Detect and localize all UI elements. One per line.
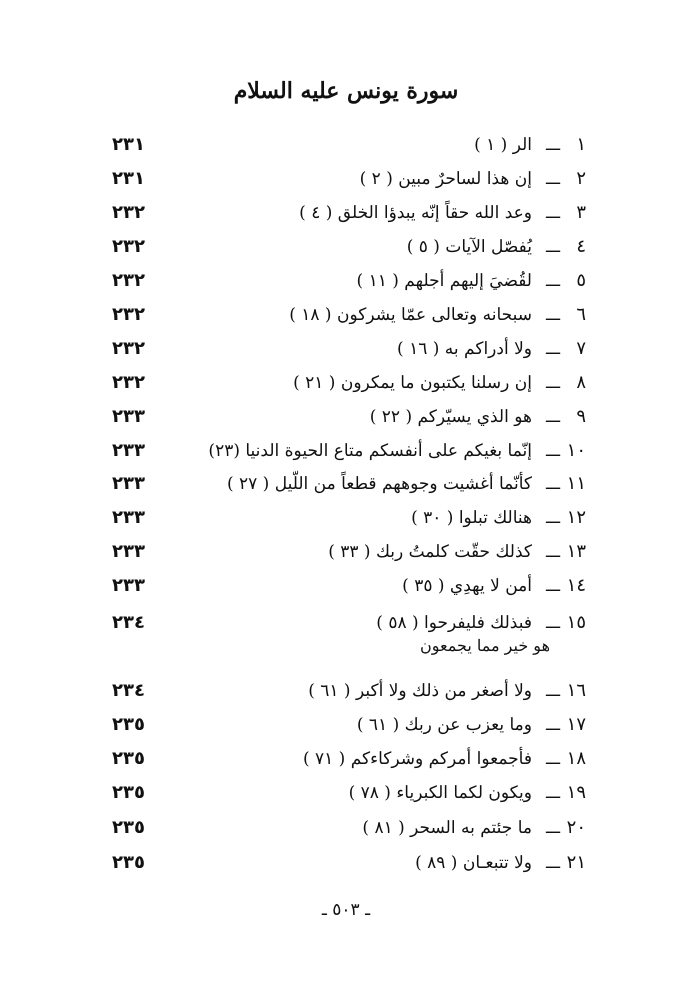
entry-page-ref: ٢٣٢ <box>112 270 145 291</box>
entry-number: ٧ <box>576 338 586 359</box>
list-item <box>0 232 692 262</box>
list-item <box>0 778 692 808</box>
entry-number: ٢٠ <box>566 817 586 838</box>
entry-dash: ـــ <box>545 203 560 222</box>
entry-text: هنالك تبلوا ( ٣٠ ) <box>411 508 532 528</box>
entry-dash: ـــ <box>545 818 560 837</box>
list-item <box>0 334 692 364</box>
entry-page-ref: ٢٣٣ <box>112 406 145 427</box>
entry-number: ٣ <box>576 202 586 223</box>
entry-text: لقُضيَ إليهم أجلهم ( ١١ ) <box>356 271 532 291</box>
entry-text: ويكون لكما الكبرياء ( ٧٨ ) <box>348 783 532 803</box>
list-item <box>0 130 692 160</box>
entry-dash: ـــ <box>545 441 560 460</box>
list-item <box>0 266 692 296</box>
entry-number: ٨ <box>576 372 586 393</box>
entry-number: ٢١ <box>566 852 586 873</box>
entry-text: ولا أصغر من ذلك ولا أكبر ( ٦١ ) <box>308 681 532 701</box>
entry-text: كذلك حقّت كلمتُ ربك ( ٣٣ ) <box>328 542 532 562</box>
entry-page-ref: ٢٣٤ <box>112 612 145 633</box>
entry-dash: ـــ <box>545 271 560 290</box>
entry-number: ٦ <box>576 304 586 325</box>
entry-page-ref: ٢٣٥ <box>112 852 145 873</box>
entry-page-ref: ٢٣٤ <box>112 680 145 701</box>
entry-text: إنّما بغيكم على أنفسكم متاع الحيوة الدنيا (٢٣) <box>208 441 532 461</box>
entry-page-ref: ٢٣٣ <box>112 575 145 596</box>
entry-page-ref: ٢٣٣ <box>112 440 145 461</box>
entry-text: ما جئتم به السحر ( ٨١ ) <box>362 818 532 838</box>
entry-number: ١٢ <box>566 507 586 528</box>
list-item <box>0 503 692 533</box>
entry-text: هو الذي يسيّركم ( ٢٢ ) <box>369 407 532 427</box>
entry-number: ١ <box>576 134 586 155</box>
entry-text: فأجمعوا أمركم وشركاءكم ( ٧١ ) <box>302 749 532 769</box>
entry-page-ref: ٢٣١ <box>112 134 145 155</box>
list-item <box>0 710 692 740</box>
list-item <box>0 300 692 330</box>
entry-page-ref: ٢٣٢ <box>112 338 145 359</box>
entry-page-ref: ٢٣٢ <box>112 304 145 325</box>
entry-dash: ـــ <box>545 542 560 561</box>
entry-dash: ـــ <box>545 373 560 392</box>
entry-dash: ـــ <box>545 135 560 154</box>
list-item <box>0 571 692 601</box>
list-item <box>0 402 692 432</box>
list-item <box>0 676 692 706</box>
entry-page-ref: ٢٣٢ <box>112 372 145 393</box>
list-item <box>0 744 692 774</box>
entry-page-ref: ٢٣٣ <box>112 473 145 494</box>
entry-page-ref: ٢٣٥ <box>112 817 145 838</box>
entry-dash: ـــ <box>545 613 560 632</box>
entry-text: وعد الله حقاً إنّه يبدؤا الخلق ( ٤ ) <box>299 203 532 223</box>
entry-number: ١٣ <box>566 541 586 562</box>
entry-dash: ـــ <box>545 681 560 700</box>
entry-text: سبحانه وتعالى عمّا يشركون ( ١٨ ) <box>289 305 532 325</box>
entry-dash: ـــ <box>545 853 560 872</box>
entry-text: إن رسلنا يكتبون ما يمكرون ( ٢١ ) <box>293 373 532 393</box>
entry-text: ولا تتبعـان ( ٨٩ ) <box>415 853 532 873</box>
list-item <box>0 813 692 843</box>
page-number: ـ ٥٠٣ ـ <box>321 900 371 920</box>
entry-dash: ـــ <box>545 339 560 358</box>
entry-number: ٢ <box>576 168 586 189</box>
page-title: سورة يونس عليه السلام <box>233 78 459 104</box>
entry-number: ١٠ <box>566 440 586 461</box>
entry-number: ١٧ <box>566 714 586 735</box>
entry-text: أمن لا يهدِي ( ٣٥ ) <box>402 576 532 596</box>
list-item <box>0 608 692 638</box>
entry-page-ref: ٢٣٣ <box>112 507 145 528</box>
entry-dash: ـــ <box>545 305 560 324</box>
entry-dash: ـــ <box>545 407 560 426</box>
list-item <box>0 436 692 466</box>
entry-text: كأنّما أغشيت وجوههم قطعاً من اللّيل ( ٢٧ ) <box>226 474 532 494</box>
entry-dash: ـــ <box>545 237 560 256</box>
entry-text: فبذلك فليفرحوا ( ٥٨ ) <box>376 613 532 633</box>
entry-dash: ـــ <box>545 715 560 734</box>
entry-text: الر ( ١ ) <box>474 135 532 155</box>
entry-number: ١٩ <box>566 782 586 803</box>
entry-number: ٥ <box>576 270 586 291</box>
entry-dash: ـــ <box>545 749 560 768</box>
list-item <box>0 469 692 499</box>
entry-page-ref: ٢٣٢ <box>112 236 145 257</box>
entry-page-ref: ٢٣٥ <box>112 782 145 803</box>
entry-text: وما يعزب عن ربك ( ٦١ ) <box>356 715 532 735</box>
entry-number: ٤ <box>576 236 586 257</box>
list-item <box>0 164 692 194</box>
entry-number: ١١ <box>566 473 586 494</box>
list-item <box>0 198 692 228</box>
entry-dash: ـــ <box>545 576 560 595</box>
entry-dash: ـــ <box>545 783 560 802</box>
entry-15-continuation: هو خير مما يجمعون <box>420 636 550 655</box>
entry-text: إن هذا لساحرٌ مبين ( ٢ ) <box>359 169 532 189</box>
entry-page-ref: ٢٣١ <box>112 168 145 189</box>
entry-page-ref: ٢٣٥ <box>112 748 145 769</box>
entry-text: يُفصّل الآيات ( ٥ ) <box>406 237 532 257</box>
list-item <box>0 368 692 398</box>
entry-number: ١٥ <box>566 612 586 633</box>
entry-dash: ـــ <box>545 474 560 493</box>
list-item <box>0 848 692 878</box>
entry-page-ref: ٢٣٣ <box>112 541 145 562</box>
list-item <box>0 537 692 567</box>
entry-dash: ـــ <box>545 508 560 527</box>
entry-number: ١٦ <box>566 680 586 701</box>
entry-dash: ـــ <box>545 169 560 188</box>
entry-page-ref: ٢٣٥ <box>112 714 145 735</box>
entry-number: ٩ <box>576 406 586 427</box>
entry-number: ١٨ <box>566 748 586 769</box>
entry-number: ١٤ <box>566 575 586 596</box>
entry-text: ولا أدراكم به ( ١٦ ) <box>397 339 532 359</box>
entry-page-ref: ٢٣٢ <box>112 202 145 223</box>
